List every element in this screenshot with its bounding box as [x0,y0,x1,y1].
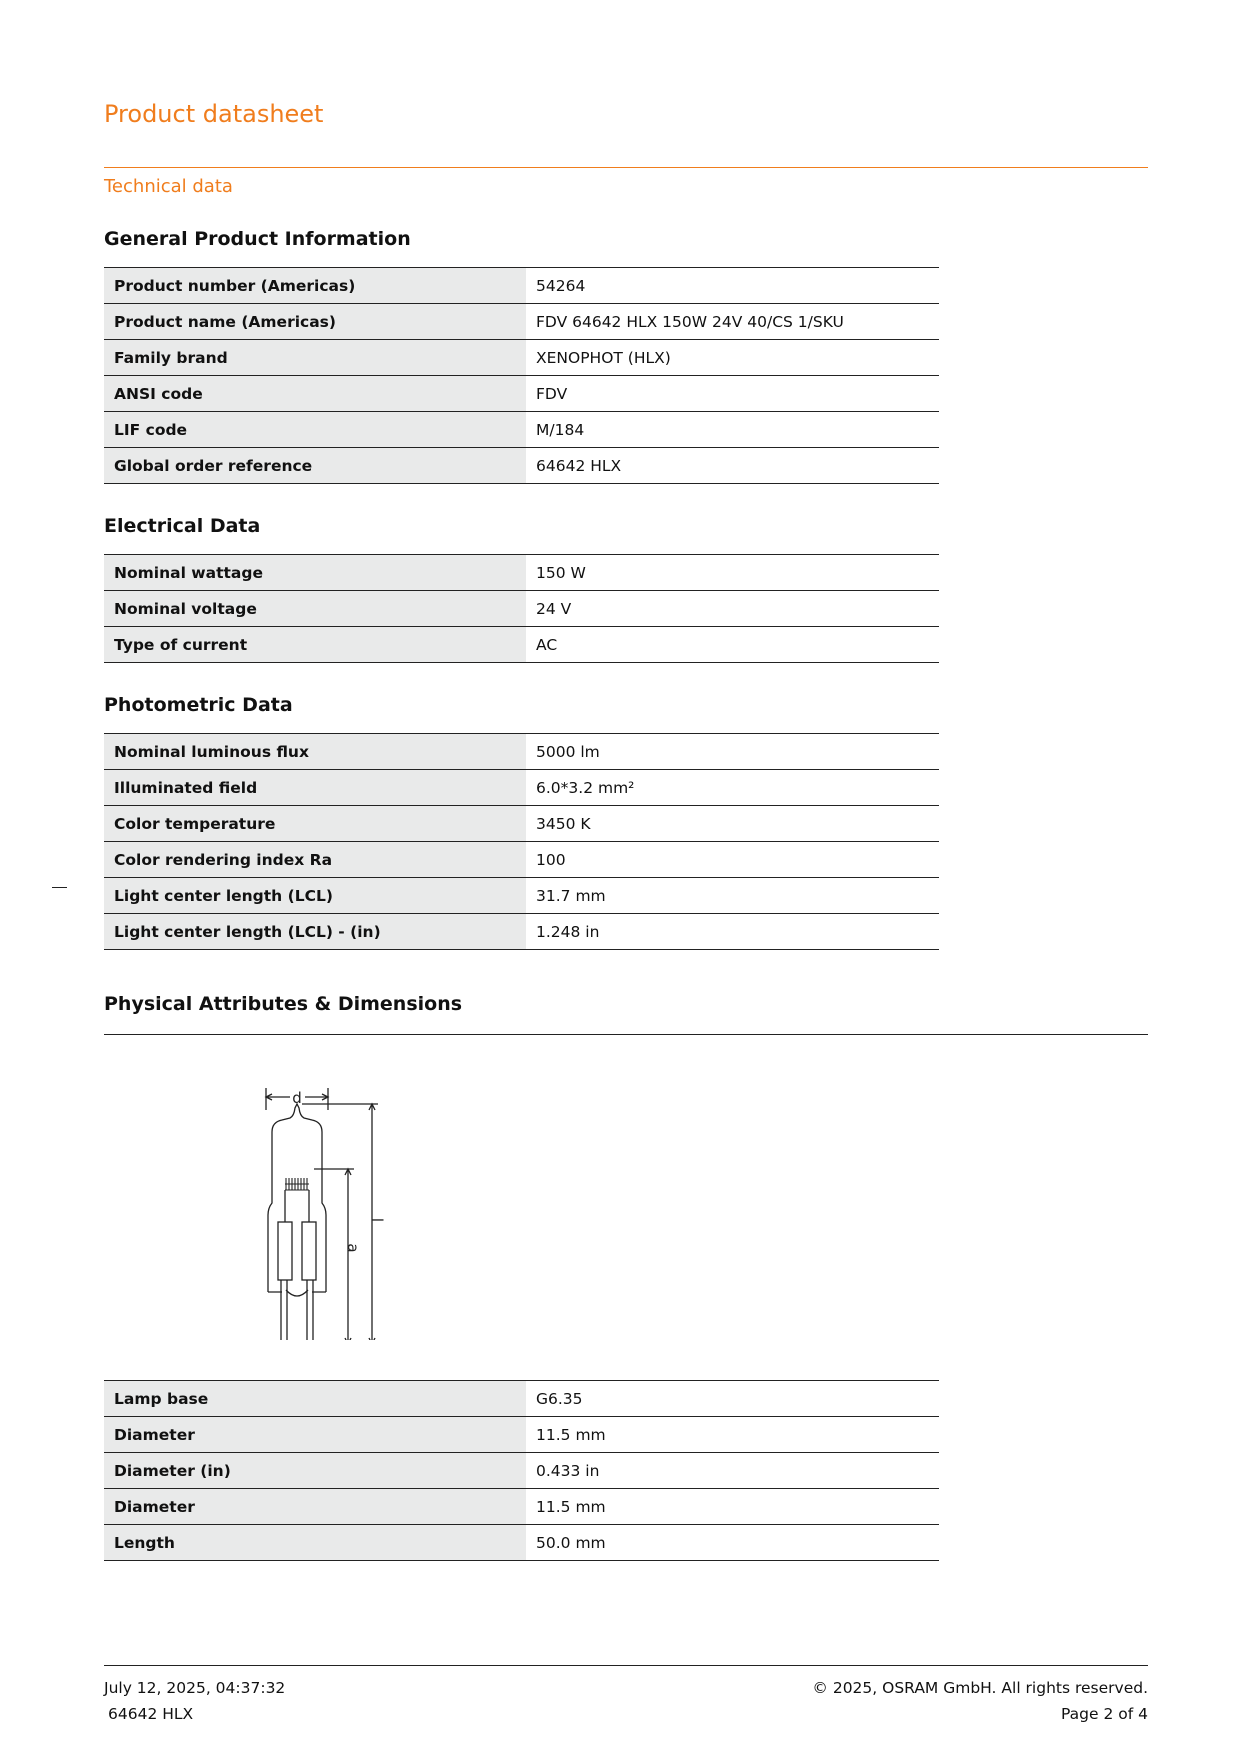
physical-attributes-table [104,1380,939,1561]
row-label: Product number (Americas) [104,268,526,304]
table-row [104,448,939,484]
photometric-data-table [104,733,939,950]
lamp-dimension-drawing [250,1080,420,1340]
footer-product: 64642 HLX [108,1705,194,1723]
row-label: LIF code [104,412,526,448]
subsection-title: Technical data [104,176,233,197]
table-row [104,340,939,376]
footer-divider [104,1665,1148,1666]
row-value: 5000 lm [526,734,939,770]
row-value: 3450 K [526,806,939,842]
footer-copyright: © 2025, OSRAM GmbH. All rights reserved. [812,1679,1148,1697]
table-row [104,376,939,412]
row-value: 1.248 in [526,914,939,950]
electrical-data-table [104,554,939,663]
row-value: FDV [526,376,939,412]
table-row [104,1453,939,1489]
row-label: Color rendering index Ra [104,842,526,878]
row-value: 150 W [526,555,939,591]
table-row [104,591,939,627]
row-label: Lamp base [104,1381,526,1417]
row-label: Diameter (in) [104,1453,526,1489]
row-value: 0.433 in [526,1453,939,1489]
row-label: Type of current [104,627,526,663]
row-value: M/184 [526,412,939,448]
row-label: Light center length (LCL) [104,878,526,914]
row-label: Nominal wattage [104,555,526,591]
section-heading-photometric: Photometric Data [104,694,293,716]
row-label: Diameter [104,1489,526,1525]
row-label: Nominal voltage [104,591,526,627]
table-row [104,734,939,770]
section-heading-physical: Physical Attributes & Dimensions [104,993,463,1015]
row-label: Family brand [104,340,526,376]
row-label: Illuminated field [104,770,526,806]
margin-mark [52,887,67,888]
table-row [104,555,939,591]
row-label: Diameter [104,1417,526,1453]
dimension-label-d: d [292,1089,302,1107]
row-label: Color temperature [104,806,526,842]
row-value: 24 V [526,591,939,627]
dimension-label-l: l [368,1217,386,1223]
title-divider [104,167,1148,168]
general-info-table [104,267,939,484]
row-value: G6.35 [526,1381,939,1417]
dimension-label-a: a [344,1243,362,1253]
table-row [104,268,939,304]
table-row [104,1489,939,1525]
table-row [104,878,939,914]
row-value: AC [526,627,939,663]
row-value: 11.5 mm [526,1417,939,1453]
table-row [104,412,939,448]
row-value: 11.5 mm [526,1489,939,1525]
row-label: Length [104,1525,526,1561]
footer-page-number: Page 2 of 4 [1061,1705,1148,1723]
section-heading-electrical: Electrical Data [104,515,261,537]
row-label: ANSI code [104,376,526,412]
table-row [104,770,939,806]
row-value: 100 [526,842,939,878]
section-heading-general: General Product Information [104,228,411,250]
row-value: 31.7 mm [526,878,939,914]
table-row [104,304,939,340]
table-row [104,914,939,950]
row-value: FDV 64642 HLX 150W 24V 40/CS 1/SKU [526,304,939,340]
table-row [104,627,939,663]
table-row [104,1525,939,1561]
row-label: Light center length (LCL) - (in) [104,914,526,950]
table-row [104,1381,939,1417]
table-row [104,842,939,878]
row-value: 64642 HLX [526,448,939,484]
section-divider [104,1034,1148,1035]
table-row [104,1417,939,1453]
row-label: Nominal luminous flux [104,734,526,770]
row-label: Global order reference [104,448,526,484]
footer-date: July 12, 2025, 04:37:32 [104,1679,286,1697]
row-value: 50.0 mm [526,1525,939,1561]
table-row [104,806,939,842]
row-label: Product name (Americas) [104,304,526,340]
row-value: 54264 [526,268,939,304]
row-value: 6.0*3.2 mm² [526,770,939,806]
row-value: XENOPHOT (HLX) [526,340,939,376]
document-title: Product datasheet [104,100,324,128]
